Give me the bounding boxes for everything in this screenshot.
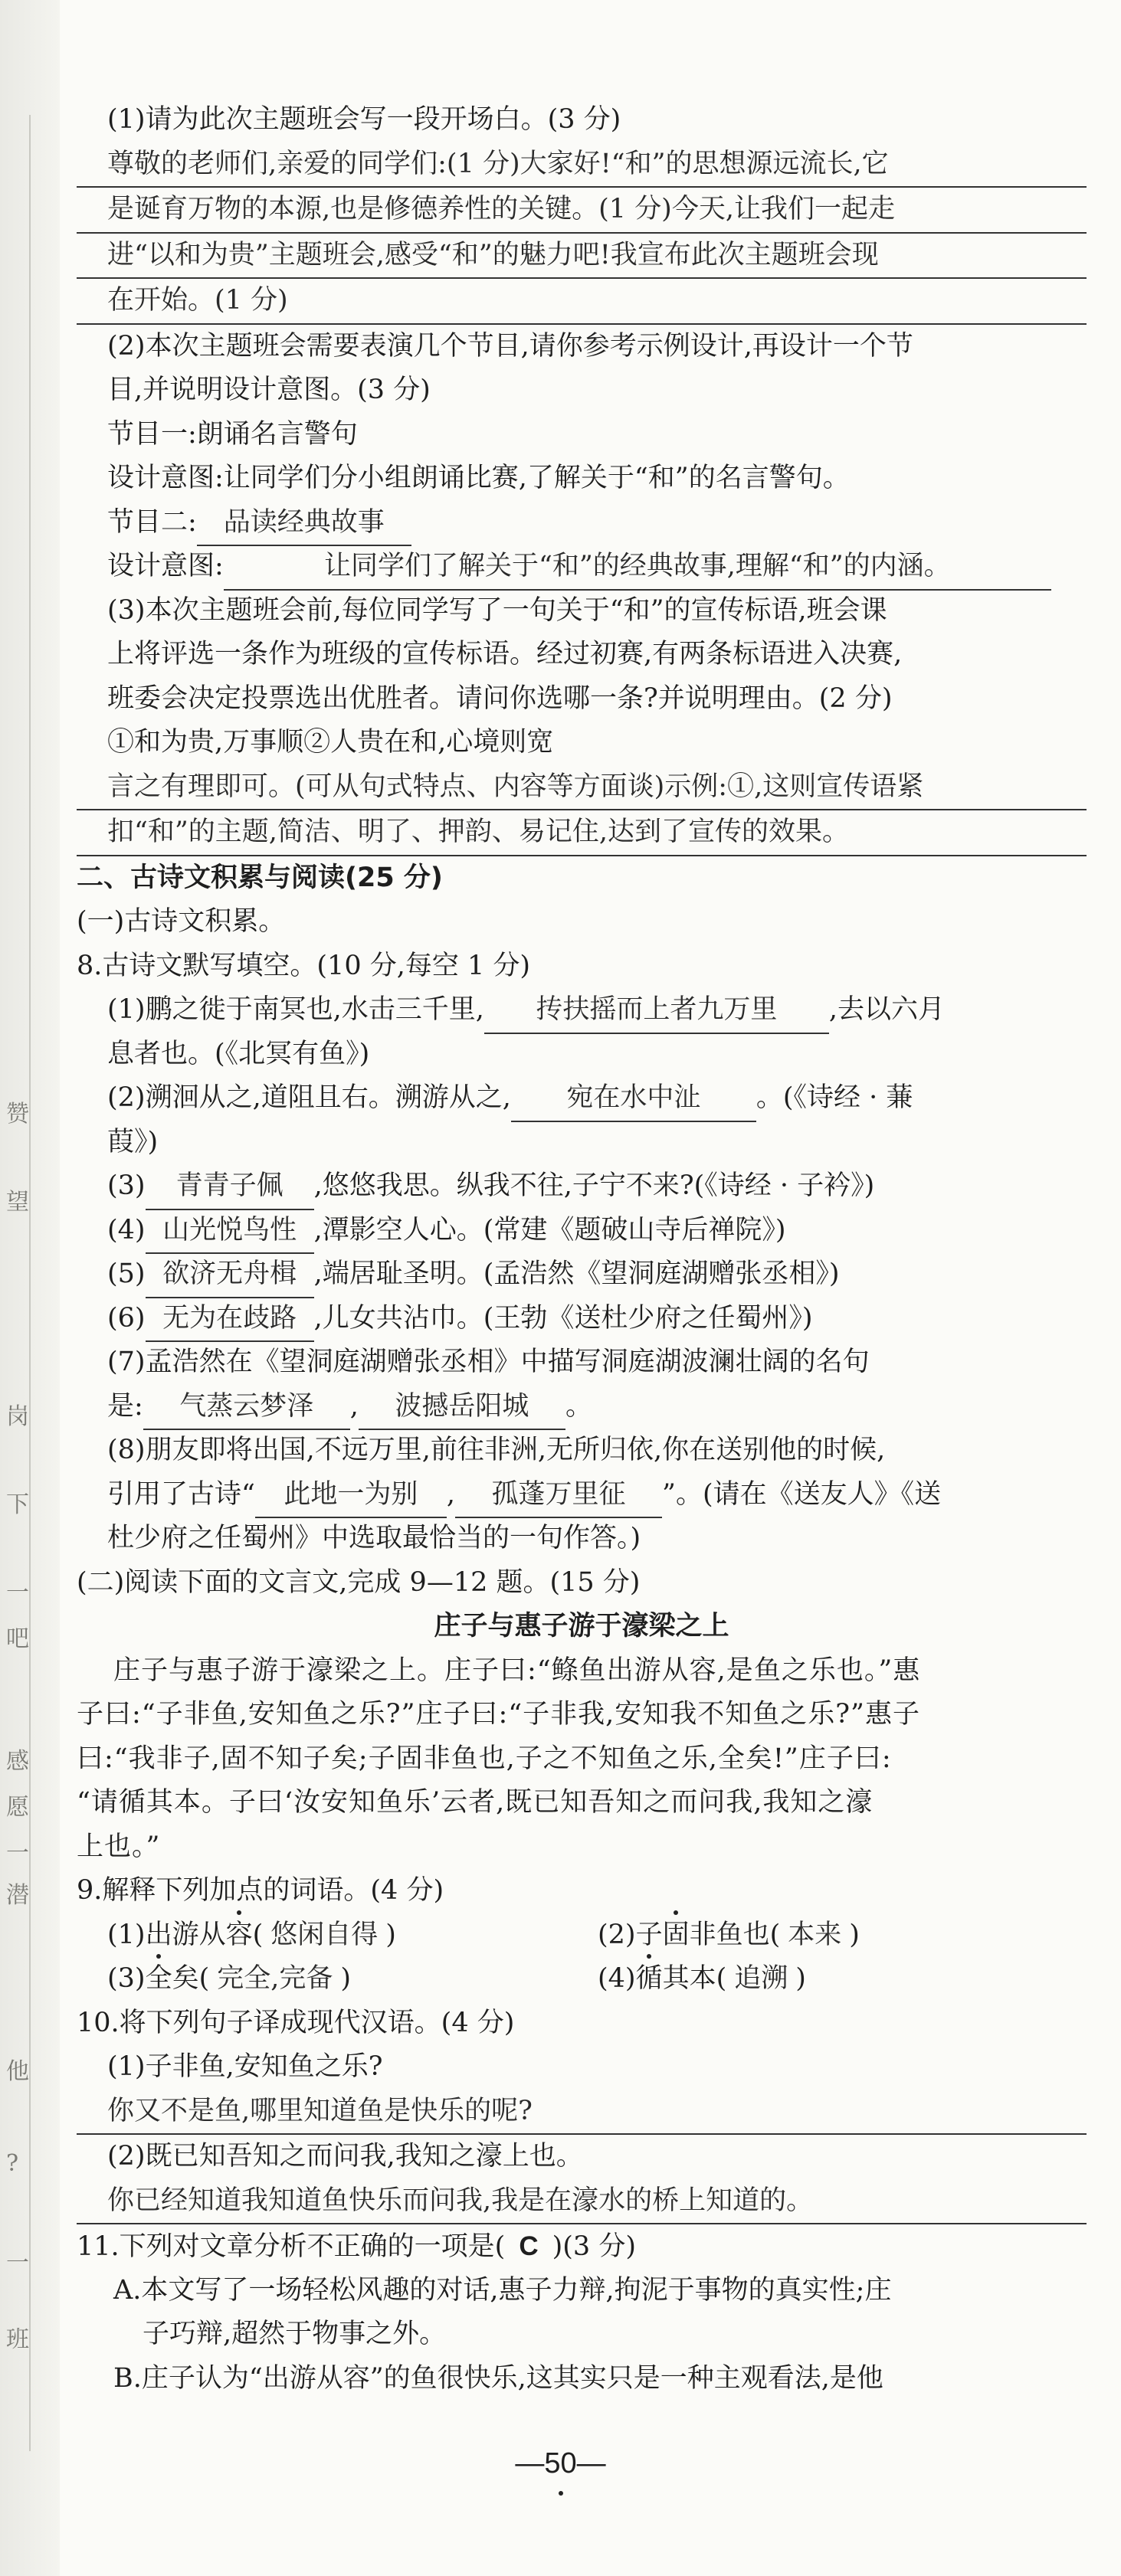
q8-2-text: (2)溯洄从之,道阻且右。溯游从之, — [107, 1082, 511, 1113]
q8-4-answer: 山光悦鸟性 — [146, 1209, 314, 1255]
q11-option-a-cont: 子巧辩,超然于物事之外。 — [143, 2319, 447, 2349]
page-number: —50— — [515, 2447, 606, 2479]
q8-8-text: 引用了古诗“ — [107, 1478, 255, 1510]
passage-line: 庄子与惠子游于濠梁之上。庄子曰:“鲦鱼出游从容,是鱼之乐也。”惠 — [113, 1655, 921, 1686]
q9-row — [77, 1957, 1087, 2002]
q7-2-stem: 目,并说明设计意图。(3 分) — [107, 375, 431, 405]
margin-fragment: 一 — [6, 1579, 29, 1606]
q9-4-answer: 追溯 — [734, 1963, 788, 1994]
q8-item — [77, 1385, 1087, 1429]
q11-answer: C — [519, 2231, 539, 2261]
q8-7-text: 是: — [107, 1390, 143, 1422]
section-title: 二、古诗文积累与阅读(25 分) — [77, 862, 443, 893]
margin-fragment: 岗 — [6, 1403, 29, 1430]
slogan-options: ①和为贵,万事顺②人贵在和,心境则宽 — [107, 727, 554, 758]
q8-7-text: , — [349, 1390, 359, 1422]
q8-7-text: 。 — [565, 1390, 592, 1422]
margin-fragment: 感 — [6, 1748, 29, 1775]
design-intent-two-label: 设计意图: — [107, 551, 224, 581]
design-intent-one: 设计意图:让同学们分小组朗诵比赛,了解关于“和”的名言警句。 — [107, 463, 850, 493]
q8-1-text: (1)鹏之徙于南冥也,水击三千里, — [107, 994, 484, 1025]
q9-item-3 — [107, 1957, 598, 2002]
q8-item — [77, 1209, 1087, 1253]
q8-5-text: (5) — [107, 1259, 146, 1289]
dotted-char: 循 — [636, 1957, 663, 2002]
q7-1-stem: (1)请为此次主题班会写一段开场白。(3 分) — [107, 104, 621, 135]
q9-1-answer: 悠闲自得 — [270, 1919, 379, 1950]
q9-2-text: ) — [849, 1919, 860, 1950]
q8-6-text: (6) — [107, 1302, 146, 1334]
q9-2-answer: 本来 — [788, 1919, 842, 1950]
q8-1-text: ,去以六月 — [828, 994, 945, 1025]
q8-3-text: (3) — [107, 1170, 146, 1201]
q8-7-stem: (7)孟浩然在《望洞庭湖赠张丞相》中描写洞庭湖波澜壮阔的名句 — [107, 1347, 870, 1377]
q8-item — [77, 1076, 1087, 1121]
q9-1-text: ) — [385, 1919, 396, 1950]
q7-3-stem: 上将评选一条作为班级的宣传标语。经过初赛,有两条标语进入决赛, — [107, 639, 903, 669]
program-two-answer: 品读经典故事 — [197, 501, 411, 547]
q8-7-answer-2: 波撼岳阳城 — [359, 1385, 565, 1431]
dotted-char: 容 — [226, 1913, 253, 1958]
q9-3-text: ) — [340, 1963, 352, 1994]
q9-1-text: ( — [252, 1919, 264, 1950]
q9-4-text: ) — [795, 1963, 806, 1994]
q7-1-answer-line: 在开始。(1 分) — [77, 279, 1087, 325]
q8-item — [77, 1252, 1087, 1297]
q10-2: (2)既已知吾知之而问我,我知之濠上也。 — [107, 2141, 583, 2172]
margin-fragment: 吧 — [6, 1625, 29, 1652]
q8-1-answer: 抟扶摇而上者九万里 — [484, 988, 829, 1034]
q8-2-answer: 宛在水中沚 — [511, 1076, 756, 1122]
q8-4-text: (4) — [107, 1214, 146, 1245]
q10-1-answer: 你又不是鱼,哪里知道鱼是快乐的呢? — [77, 2090, 1087, 2136]
q9-2-text: 非鱼也( — [689, 1919, 781, 1950]
q8-5-text: ,端居耻圣明。(孟浩然《望洞庭湖赠张丞相》) — [313, 1259, 840, 1289]
q11-stem — [77, 2224, 1087, 2269]
q9-4-text: 其本( — [662, 1963, 727, 1994]
q8-8-answer-2: 孤蓬万里征 — [455, 1473, 662, 1519]
passage-title: 庄子与惠子游于濠梁之上 — [434, 1611, 729, 1642]
margin-rule — [29, 115, 31, 2451]
q8-8-text: ”。(请在《送友人》《送 — [662, 1478, 942, 1510]
q8-stem: 8.古诗文默写填空。(10 分,每空 1 分) — [77, 950, 531, 981]
q9-stem: 9.解释下列加点的词语。(4 分) — [77, 1875, 444, 1906]
margin-fragment: 班 — [6, 2326, 29, 2353]
q9-2-text: (2)子 — [598, 1919, 663, 1950]
document-page — [77, 98, 1087, 2401]
q8-8-text: , — [446, 1478, 456, 1510]
design-intent-two-answer: 让同学们了解关于“和”的经典故事,理解“和”的内涵。 — [224, 545, 1051, 591]
q8-item-cont: 葭》) — [107, 1126, 159, 1157]
margin-fragment: 望 — [6, 1189, 29, 1216]
passage-line: 上也。” — [77, 1831, 161, 1862]
margin-fragment: 一 — [6, 1840, 29, 1867]
q8-3-text: ,悠悠我思。纵我不往,子宁不来?(《诗经 · 子衿》) — [313, 1170, 875, 1201]
passage-line: 曰:“我非子,固不知子矣;子固非鱼也,子之不知鱼之乐,全矣!”庄子曰: — [77, 1743, 892, 1774]
q9-3-answer: 完全,完备 — [217, 1963, 333, 1994]
q7-1-answer-line: 尊敬的老师们,亲爱的同学们:(1 分)大家好!“和”的思想源远流长,它 — [77, 142, 1087, 188]
subsection-title: (一)古诗文积累。 — [77, 906, 286, 937]
q7-1-answer-line: 是诞育万物的本源,也是修德养性的关键。(1 分)今天,让我们一起走 — [77, 188, 1087, 234]
q9-3-text: (3) — [107, 1963, 146, 1994]
dotted-char: 固 — [663, 1913, 690, 1958]
program-two — [77, 501, 1087, 545]
q9-3-text: 矣( — [172, 1963, 210, 1994]
design-intent-two — [77, 545, 1087, 589]
margin-fragment: 他 — [6, 2058, 29, 2085]
q11-option-a: A.本文写了一场轻松风趣的对话,惠子力辩,拘泥于事物的真实性;庄 — [113, 2274, 892, 2306]
q9-row — [77, 1913, 1087, 1958]
margin-fragment: 潜 — [6, 1882, 29, 1909]
q8-item — [77, 1164, 1087, 1209]
dotted-char: 全 — [146, 1957, 172, 2002]
q11-option-b: B.庄子认为“出游从容”的鱼很快乐,这其实只是一种主观看法,是他 — [113, 2362, 883, 2394]
q8-2-text: 。(《诗经 · 蒹 — [756, 1082, 913, 1113]
passage-line: “请循其本。子曰‘汝安知鱼乐’云者,既已知吾知之而问我,我知之濠 — [77, 1787, 874, 1818]
program-two-label: 节目二: — [107, 506, 197, 538]
q9-item-1 — [107, 1913, 598, 1958]
subsection-title: (二)阅读下面的文言文,完成 9—12 题。(15 分) — [77, 1566, 641, 1598]
q8-item-cont: 息者也。(《北冥有鱼》) — [107, 1038, 370, 1069]
q10-stem: 10.将下列句子译成现代汉语。(4 分) — [77, 2007, 515, 2038]
margin-fragment: 愿 — [6, 1794, 29, 1821]
q8-7-answer-1: 气蒸云梦泽 — [143, 1385, 350, 1431]
q9-4-text: (4) — [598, 1963, 636, 1994]
margin-fragment: 一 — [6, 2250, 29, 2277]
q7-3-answer-line: 扣“和”的主题,简洁、明了、押韵、易记住,达到了宣传的效果。 — [77, 810, 1087, 856]
q7-1-answer-line: 进“以和为贵”主题班会,感受“和”的魅力吧!我宣布此次主题班会现 — [77, 234, 1087, 280]
margin-fragment: 下 — [6, 1491, 29, 1518]
q8-6-answer: 无为在歧路 — [146, 1297, 314, 1343]
margin-fragment: 赞 — [6, 1101, 29, 1128]
page-dot — [559, 2491, 563, 2496]
q9-item-4 — [598, 1957, 806, 2002]
q8-item — [77, 1473, 1087, 1517]
q11-text: 11.下列对文章分析不正确的一项是( — [77, 2231, 506, 2262]
q8-8-stem: (8)朋友即将出国,不远万里,前往非洲,无所归依,你在送别他的时候, — [107, 1435, 886, 1465]
q8-item — [77, 988, 1087, 1033]
program-one: 节目一:朗诵名言警句 — [107, 418, 358, 450]
q8-4-text: ,潭影空人心。(常建《题破山寺后禅院》) — [313, 1214, 786, 1245]
binding-margin — [0, 0, 60, 2576]
q10-2-answer: 你已经知道我知道鱼快乐而问我,我是在濠水的桥上知道的。 — [77, 2179, 1087, 2225]
q7-3-stem: (3)本次主题班会前,每位同学写了一句关于“和”的宣传标语,班会课 — [107, 594, 887, 626]
passage-line: 子曰:“子非鱼,安知鱼之乐?”庄子曰:“子非我,安知我不知鱼之乐?”惠子 — [77, 1699, 920, 1730]
q8-item-cont: 杜少府之任蜀州》中选取最恰当的一句作答。) — [107, 1523, 641, 1553]
q8-5-answer: 欲济无舟楫 — [146, 1252, 314, 1298]
q11-text: )(3 分) — [552, 2231, 636, 2262]
q10-1: (1)子非鱼,安知鱼之乐? — [107, 2051, 383, 2082]
q9-1-text: (1)出游从 — [107, 1919, 226, 1950]
q8-6-text: ,儿女共沾巾。(王勃《送杜少府之任蜀州》) — [313, 1302, 813, 1334]
q9-item-2 — [598, 1913, 860, 1958]
q7-3-answer-line: 言之有理即可。(可从句式特点、内容等方面谈)示例:①,这则宣传语紧 — [77, 765, 1087, 811]
q7-2-stem: (2)本次主题班会需要表演几个节目,请你参考示例设计,再设计一个节 — [107, 330, 913, 362]
q8-8-answer-1: 此地一为别 — [255, 1473, 447, 1519]
q8-3-answer: 青青子佩 — [146, 1164, 314, 1210]
margin-fragment: ? — [6, 2150, 19, 2177]
q8-item — [77, 1297, 1087, 1341]
q7-3-stem: 班委会决定投票选出优胜者。请问你选哪一条?并说明理由。(2 分) — [107, 682, 893, 714]
